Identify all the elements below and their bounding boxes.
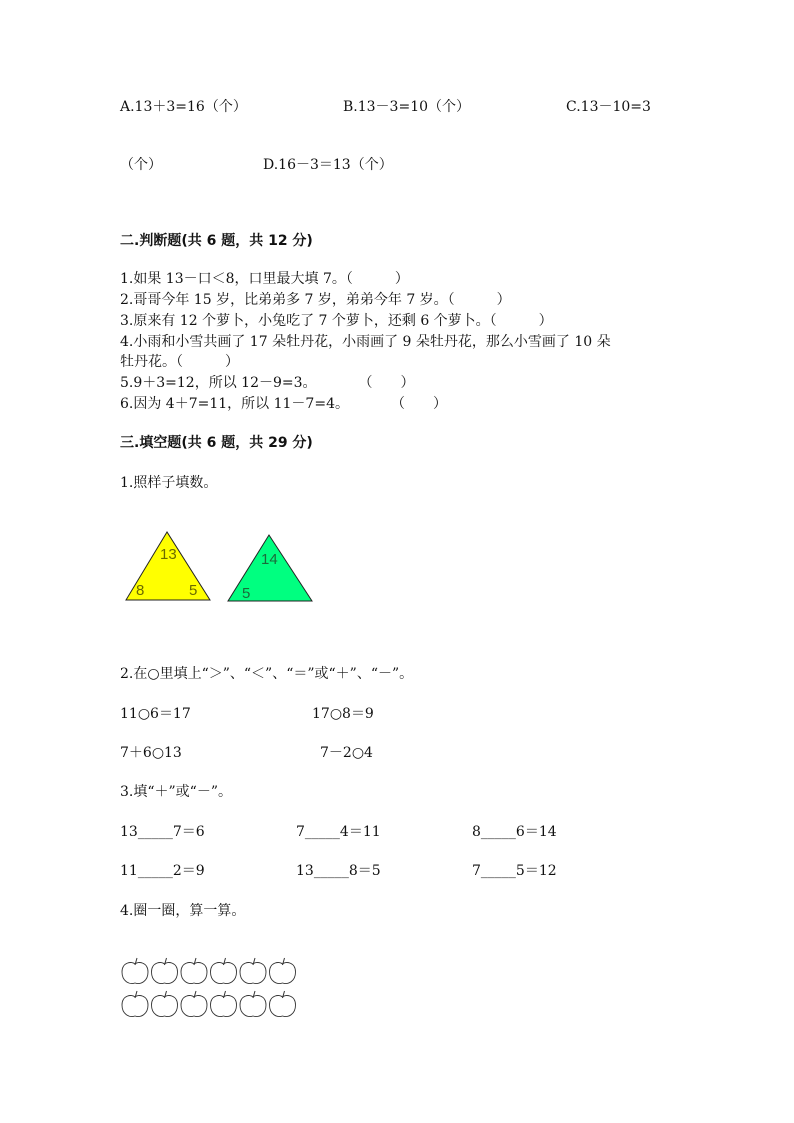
- judge-item-6: 6.因为 4＋7=11，所以 11－7=4。 （ ）: [120, 396, 447, 412]
- q2-expr: 17○8＝9: [312, 706, 374, 722]
- apple-icon: [211, 958, 237, 984]
- number-triangle-example: [124, 530, 214, 604]
- apple-icon: [181, 958, 207, 984]
- triangle-2-left: 5: [242, 585, 251, 602]
- q4-label: 4.圈一圈，算一算。: [120, 903, 246, 919]
- choice-b: B.13－3=10（个）: [343, 99, 471, 115]
- triangle-1-right: 5: [189, 582, 198, 599]
- choice-c: C.13－10=3: [566, 99, 651, 115]
- q3-expr: 7_____4＝11: [296, 824, 381, 840]
- apple-icon: [152, 958, 178, 984]
- choice-c-continued: （个）: [120, 157, 162, 173]
- q1-label: 1.照样子填数。: [120, 475, 218, 491]
- q3-expr: 8_____6＝14: [472, 824, 557, 840]
- judge-item-1: 1.如果 13－口＜8，口里最大填 7。（ ）: [120, 271, 409, 287]
- apples-illustration: [120, 956, 302, 1022]
- apple-icon: [270, 958, 296, 984]
- q3-expr: 7_____5＝12: [472, 863, 557, 879]
- judge-item-4: 4.小雨和小雪共画了 17 朵牡丹花，小雨画了 9 朵牡丹花，那么小雪画了 10 朵: [120, 334, 611, 350]
- judge-item-2: 2.哥哥今年 15 岁，比弟弟多 7 岁，弟弟今年 7 岁。（ ）: [120, 292, 511, 308]
- apple-icon: [122, 991, 148, 1017]
- choice-d: D.16－3＝13（个）: [263, 157, 393, 173]
- section-2-title: 二.判断题(共 6 题，共 12 分): [120, 233, 313, 249]
- apple-icon: [211, 991, 237, 1017]
- apple-icon: [240, 991, 266, 1017]
- number-triangle-exercise: [226, 533, 316, 605]
- apple-icon: [270, 991, 296, 1017]
- triangle-1-top: 13: [160, 546, 177, 563]
- q3-expr: 13_____7＝6: [120, 824, 205, 840]
- section-3-title: 三.填空题(共 6 题，共 29 分): [120, 435, 313, 451]
- apple-icon: [122, 958, 148, 984]
- q2-expr: 7－2○4: [320, 745, 373, 761]
- q2-expr: 7＋6○13: [120, 745, 182, 761]
- q3-expr: 11_____2＝9: [120, 863, 205, 879]
- apple-icon: [152, 991, 178, 1017]
- q3-label: 3.填“＋”或“－”。: [120, 784, 232, 800]
- q3-expr: 13_____8＝5: [296, 863, 381, 879]
- judge-item-4-continued: 牡丹花。（ ）: [120, 354, 239, 370]
- apple-icon: [240, 958, 266, 984]
- apple-icon: [181, 991, 207, 1017]
- triangle-1-left: 8: [136, 582, 145, 599]
- q2-label: 2.在○里填上“＞”、“＜”、“＝”或“＋”、“－”。: [120, 666, 414, 682]
- choice-a: A.13＋3=16（个）: [120, 99, 247, 115]
- q2-expr: 11○6＝17: [120, 706, 191, 722]
- triangle-2-top: 14: [261, 551, 278, 568]
- judge-item-3: 3.原来有 12 个萝卜，小兔吃了 7 个萝卜，还剩 6 个萝卜。（ ）: [120, 313, 553, 329]
- judge-item-5: 5.9＋3=12，所以 12－9=3。 （ ）: [120, 375, 415, 391]
